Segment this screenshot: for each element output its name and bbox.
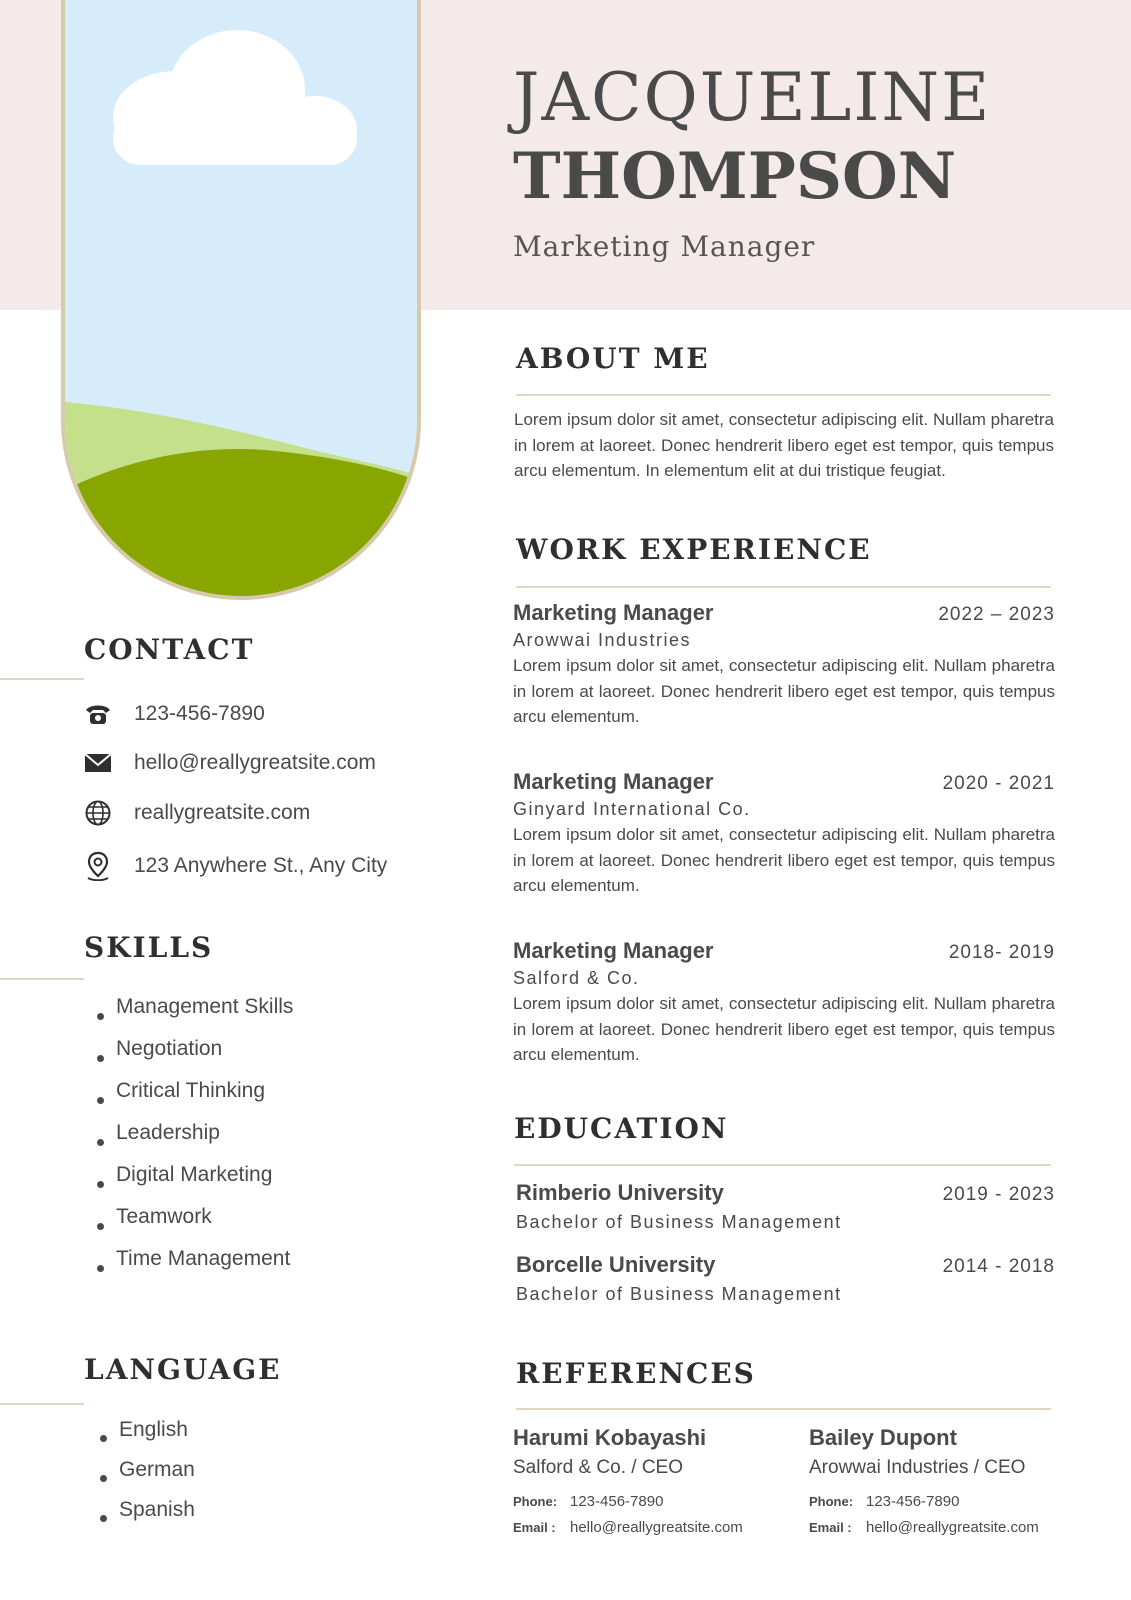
reference-card	[513, 1425, 793, 1536]
job-years: 2020 - 2021	[942, 773, 1055, 794]
skill-item: Time Management	[90, 1247, 293, 1289]
skill-item: Management Skills	[90, 995, 293, 1037]
reference-name: Harumi Kobayashi	[513, 1425, 707, 1450]
phone-label: Phone:	[809, 1494, 854, 1509]
reference-role: Salford & Co. / CEO	[513, 1457, 684, 1478]
education-entry	[516, 1180, 1055, 1233]
job-role: Marketing Manager	[513, 600, 714, 625]
job-description: Lorem ipsum dolor sit amet, consectetur adipiscing elit. Nullam pharetra in lorem at laoreet. Donec hendrerit libero eget est tempor, quis tempus arcu elementum.	[513, 656, 1055, 726]
job-entry	[513, 769, 1055, 899]
language-item: English	[93, 1418, 195, 1458]
reference-role: Arowwai Industries / CEO	[809, 1457, 1026, 1478]
reference-phone: 123-456-7890	[570, 1493, 664, 1510]
education-rule	[514, 1164, 1051, 1166]
about-text: Lorem ipsum dolor sit amet, consectetur adipiscing elit. Nullam pharetra in lorem at laoreet. Donec hendrerit libero eget est tempor, quis tempus arcu elementum. In elementum elit at dui tristique feugiat.	[514, 410, 1054, 480]
school-name: Rimberio University	[516, 1180, 724, 1205]
reference-email: hello@reallygreatsite.com	[866, 1519, 1039, 1536]
skills-list	[90, 995, 293, 1289]
job-years: 2018- 2019	[948, 942, 1055, 963]
about-rule	[516, 394, 1051, 396]
contact-address	[84, 852, 387, 880]
envelope-icon	[84, 749, 112, 777]
school-name: Borcelle University	[516, 1252, 716, 1277]
contact-email-text[interactable]: hello@reallygreatsite.com	[134, 751, 376, 774]
skill-item: Critical Thinking	[90, 1079, 293, 1121]
phone-label: Phone:	[513, 1494, 558, 1509]
location-pin-icon	[84, 852, 112, 880]
degree: Bachelor of Business Management	[516, 1284, 842, 1304]
job-company: Arowwai Industries	[513, 630, 692, 650]
job-company: Salford & Co.	[513, 968, 640, 988]
reference-email: hello@reallygreatsite.com	[570, 1519, 743, 1536]
language-rule	[0, 1403, 84, 1405]
job-role: Marketing Manager	[513, 938, 714, 963]
education-years: 2019 - 2023	[942, 1184, 1055, 1205]
globe-icon	[84, 799, 112, 827]
contact-heading: CONTACT	[84, 633, 255, 666]
skill-item: Negotiation	[90, 1037, 293, 1079]
job-role: Marketing Manager	[513, 769, 714, 794]
work-heading: WORK EXPERIENCE	[516, 533, 872, 566]
skills-rule	[0, 978, 84, 980]
education-heading: EDUCATION	[514, 1112, 729, 1145]
degree: Bachelor of Business Management	[516, 1212, 842, 1232]
job-company: Ginyard International Co.	[513, 799, 751, 819]
education-entry	[516, 1252, 1055, 1305]
contact-phone-text: 123-456-7890	[134, 702, 265, 725]
reference-name: Bailey Dupont	[809, 1425, 957, 1450]
contact-email[interactable]	[84, 749, 376, 777]
language-heading: LANGUAGE	[84, 1353, 282, 1386]
skill-item: Leadership	[90, 1121, 293, 1163]
references-heading: REFERENCES	[516, 1357, 756, 1390]
job-entry	[513, 600, 1055, 730]
education-years: 2014 - 2018	[942, 1256, 1055, 1277]
name-block	[513, 60, 1073, 263]
skill-item: Digital Marketing	[90, 1163, 293, 1205]
job-entry	[513, 938, 1055, 1068]
work-rule	[516, 586, 1051, 588]
profile-photo	[61, 0, 421, 600]
first-name: JACQUELINE	[513, 59, 992, 136]
language-item: Spanish	[93, 1498, 195, 1538]
references-rule	[516, 1408, 1051, 1410]
language-list	[93, 1418, 195, 1538]
contact-website-text[interactable]: reallygreatsite.com	[134, 801, 311, 824]
job-years: 2022 – 2023	[938, 604, 1055, 625]
language-item: German	[93, 1458, 195, 1498]
contact-phone	[84, 700, 265, 728]
last-name: THOMPSON	[513, 139, 957, 214]
contact-address-text: 123 Anywhere St., Any City	[134, 854, 388, 877]
contact-rule	[0, 678, 84, 680]
skills-heading: SKILLS	[84, 931, 214, 964]
about-heading: ABOUT ME	[516, 342, 710, 375]
email-label: Email :	[809, 1520, 852, 1535]
email-label: Email :	[513, 1520, 556, 1535]
contact-website[interactable]	[84, 799, 310, 827]
job-description: Lorem ipsum dolor sit amet, consectetur adipiscing elit. Nullam pharetra in lorem at laoreet. Donec hendrerit libero eget est tempor, quis tempus arcu elementum.	[513, 994, 1055, 1064]
job-description: Lorem ipsum dolor sit amet, consectetur adipiscing elit. Nullam pharetra in lorem at laoreet. Donec hendrerit libero eget est tempor, quis tempus arcu elementum.	[513, 825, 1055, 895]
reference-card	[809, 1425, 1109, 1536]
skill-item: Teamwork	[90, 1205, 293, 1247]
phone-icon	[84, 700, 112, 728]
reference-phone: 123-456-7890	[866, 1493, 960, 1510]
job-title: Marketing Manager	[513, 230, 816, 263]
